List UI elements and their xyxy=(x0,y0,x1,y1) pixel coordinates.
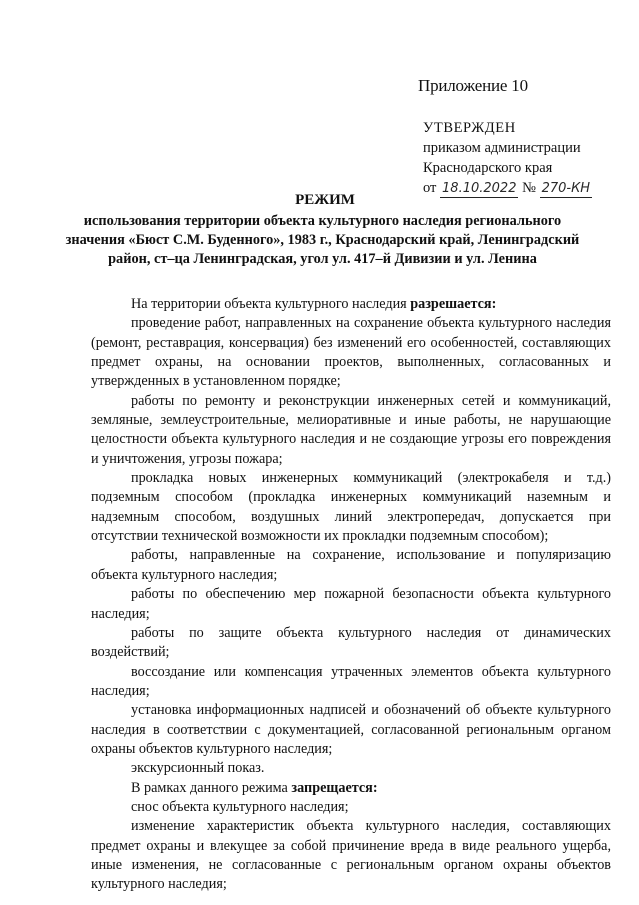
allowed-item: прокладка новых инженерных коммуникаций (электрокабеля и т.д.) подземным способом (прокладка инженерных коммуникаций наземным и надземным способом, воздушных линий электропередач, допускается при отсутствии технической возможности их прокладки подземным способом); xyxy=(91,470,611,545)
appendix-label: Приложение 10 xyxy=(418,76,528,95)
allowed-item: работы по обеспечению мер пожарной безопасности объекта культурного наследия; xyxy=(91,586,611,622)
handwritten-date: 18.10.2022 xyxy=(442,181,517,196)
handwritten-number: 270-КН xyxy=(541,181,591,196)
allowed-intro: На территории объекта культурного наследия разрешается: xyxy=(131,296,497,312)
approval-block xyxy=(423,118,592,198)
forbidden-keyword: запрещается: xyxy=(291,779,378,796)
approval-line-2: Краснодарского края xyxy=(423,160,553,176)
allowed-item: работы по защите объекта культурного наследия от динамических воздействий; xyxy=(91,624,611,661)
allowed-item: установка информационных надписей и обозначений об объекте культурного наследия в соответствии с документацией, согласованной региональным органом охраны объектов культурного наследия; xyxy=(91,702,611,757)
forbidden-intro: В рамках данного режима запрещается: xyxy=(131,779,378,796)
allowed-item: работы, направленные на сохранение, использование и популяризацию объекта культурного наследия; xyxy=(91,547,611,583)
document-title: РЕЖИМ xyxy=(295,192,355,208)
allowed-item: работы по ремонту и реконструкции инженерных сетей и коммуникаций, земляные, землеустроительные, мелиоративные и иные работы, не нарушающие целостности объекта культурного наследия и не создающие угрозы его повреждения и уничтожения, угрозы пожара; xyxy=(91,392,611,467)
number-prefix: № xyxy=(522,180,536,196)
date-prefix: от xyxy=(423,180,437,196)
forbidden-item: снос объекта культурного наследия; xyxy=(131,798,349,815)
allowed-item: экскурсионный показ. xyxy=(131,760,265,777)
approval-header: УТВЕРЖДЕН xyxy=(423,120,516,136)
forbidden-item: изменение характеристик объекта культурного наследия, составляющих предмет охраны и влекущее за собой причинение вреда в виде реального ущерба, иные изменения, не согласованные с региональным органом охраны объектов культурного наследия; xyxy=(91,818,611,893)
document-subtitle: использования территории объекта культурного наследия регионального значения «Бюст С.М. Буденного», 1983 г., Краснодарский край, Ленинградский район, ст–ца Ленинградская, угол ул. 417–й Дивизии и ул. Ленина xyxy=(65,213,580,267)
allowed-keyword: разрешается: xyxy=(410,296,497,312)
allowed-item: воссоздание или компенсация утраченных элементов объекта культурного наследия; xyxy=(91,663,611,699)
allowed-item: проведение работ, направленных на сохранение объекта культурного наследия (ремонт, реставрация, консервация) без изменений его особенностей, составляющих предмет охраны, на основании проектов, выполненных, согласованных и утвержденных в установленном порядке; xyxy=(91,315,611,390)
approval-line-1: приказом администрации xyxy=(423,140,581,156)
document-body xyxy=(91,295,611,895)
